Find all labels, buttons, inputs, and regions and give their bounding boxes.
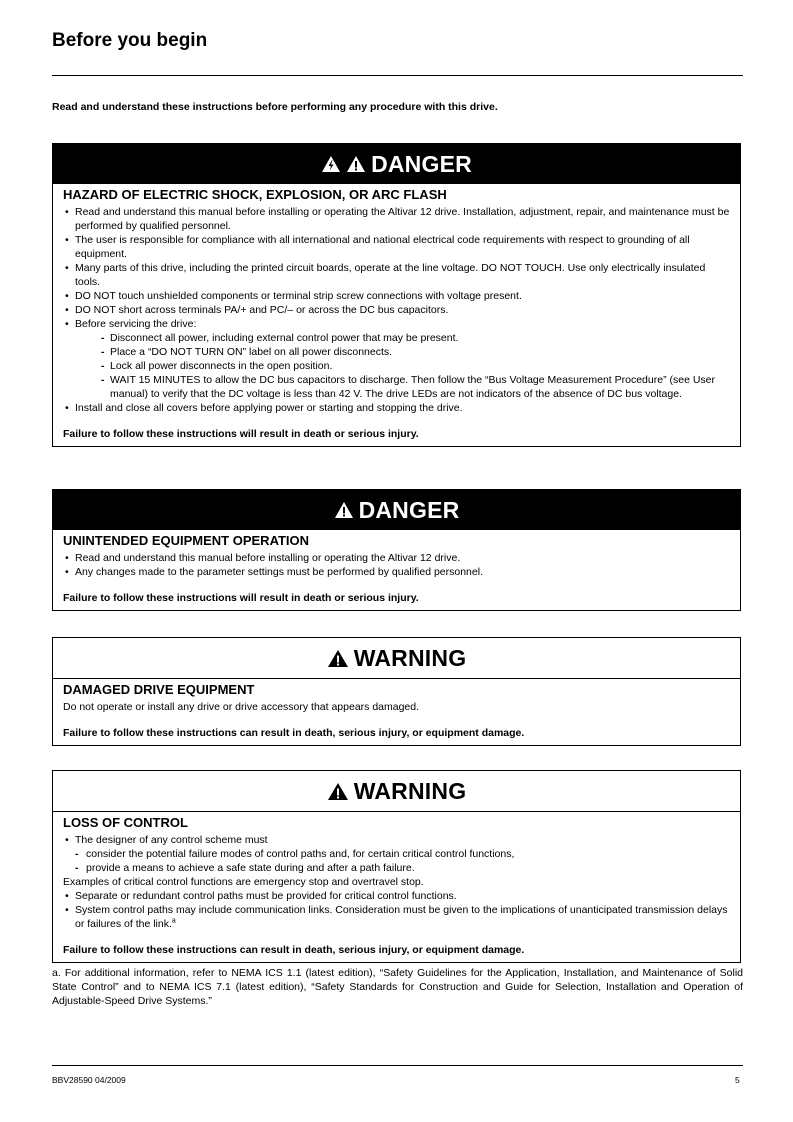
document-reference: BBV28590 04/2009 (52, 1075, 126, 1085)
list-item (63, 903, 730, 931)
warning-box-loss-of-control (52, 770, 741, 963)
warning-banner (53, 771, 740, 812)
hazard-title: HAZARD OF ELECTRIC SHOCK, EXPLOSION, OR ARC FLASH (63, 187, 447, 202)
warning-banner (53, 638, 740, 679)
list-item: • Before servicing the drive: (63, 317, 730, 331)
sub-list-item: - consider the potential failure modes of control paths and, for certain critical control functions, (63, 847, 730, 861)
footer-rule (52, 1065, 743, 1066)
page-title: Before you begin (52, 30, 208, 51)
list-item: • Separate or redundant control paths must be provided for critical control functions. (63, 889, 730, 903)
danger-banner (53, 144, 740, 184)
page-number: 5 (735, 1075, 740, 1085)
warning-triangle-icon (327, 649, 349, 668)
footnote: a. For additional information, refer to NEMA ICS 1.1 (latest edition), “Safety Guidelines for the Application, Installation, and Maintenance of Solid State Control” and to NEMA ICS 7.1 (latest edition), “Safety Standards for Construction and Guide for Selection, Installation and Operation of Adjustable-Speed Drive Systems.” (52, 967, 743, 1007)
sub-list-item: - Disconnect all power, including external control power that may be present. (63, 331, 730, 345)
warning-triangle-icon (334, 501, 354, 519)
sub-list-item: - Lock all power disconnects in the open position. (63, 359, 730, 373)
list-item: • The designer of any control scheme must (63, 833, 730, 847)
danger-label: DANGER (371, 150, 472, 177)
hazard-title: DAMAGED DRIVE EQUIPMENT (63, 682, 255, 697)
list-item: • DO NOT short across terminals PA/+ and PC/– or across the DC bus capacitors. (63, 303, 730, 317)
body-text: Do not operate or install any drive or drive accessory that appears damaged. (63, 701, 420, 713)
hazard-title: UNINTENDED EQUIPMENT OPERATION (63, 533, 310, 548)
danger-banner (53, 490, 740, 530)
list-item: • DO NOT touch unshielded components or terminal strip screw connections with voltage present. (63, 289, 730, 303)
intro-text: Read and understand these instructions before performing any procedure with this drive. (52, 101, 498, 113)
list-item: • Read and understand this manual before installing or operating the Altivar 12 drive. Installation, adjustment, repair, and maintenance must be performed by qualified personnel. (63, 205, 730, 233)
failure-statement: Failure to follow these instructions can result in death, serious injury, or equipment damage. (63, 944, 525, 956)
electric-shock-hazard-icon (321, 155, 341, 173)
sub-list-item: - WAIT 15 MINUTES to allow the DC bus capacitors to discharge. Then follow the “Bus Voltage Measurement Procedure” (see User manual) to verify that the DC voltage is less than 42 V. The drive LEDs are not indicators of the absence of DC bus voltage. (63, 373, 730, 401)
list-item-text: System control paths may include communication links. Consideration must be given to the implications of unanticipated transmission delays or failures of the link. (75, 904, 728, 930)
danger-box-electric-shock (52, 143, 741, 447)
warning-triangle-icon (346, 155, 366, 173)
list-item: • Install and close all covers before applying power or starting and stopping the drive. (63, 401, 730, 415)
warning-label: WARNING (353, 644, 467, 671)
sub-list-item: - Place a “DO NOT TURN ON” label on all power disconnects. (63, 345, 730, 359)
failure-statement: Failure to follow these instructions can result in death, serious injury, or equipment damage. (63, 727, 525, 739)
danger-box-unintended-operation (52, 489, 741, 611)
warning-box-damaged-equipment (52, 637, 741, 746)
warning-label: WARNING (353, 777, 467, 804)
warning-triangle-icon (327, 782, 349, 801)
footnote-ref: a (171, 917, 176, 925)
list-item: • The user is responsible for compliance with all international and national electrical code requirements with respect to grounding of all equipment. (63, 233, 730, 261)
sub-list-item: - provide a means to achieve a safe state during and after a path failure. (63, 861, 730, 875)
examples-text: Examples of critical control functions are emergency stop and overtravel stop. (63, 876, 424, 888)
list-item: • Any changes made to the parameter settings must be performed by qualified personnel. (63, 565, 730, 579)
header-rule (52, 75, 743, 76)
failure-statement: Failure to follow these instructions will result in death or serious injury. (63, 428, 419, 440)
hazard-title: LOSS OF CONTROL (63, 815, 188, 830)
list-item: • Many parts of this drive, including the printed circuit boards, operate at the line voltage. DO NOT TOUCH. Use only electrically insulated tools. (63, 261, 730, 289)
danger-label: DANGER (358, 496, 460, 523)
list-item: • Read and understand this manual before installing or operating the Altivar 12 drive. (63, 551, 730, 565)
failure-statement: Failure to follow these instructions will result in death or serious injury. (63, 592, 419, 604)
